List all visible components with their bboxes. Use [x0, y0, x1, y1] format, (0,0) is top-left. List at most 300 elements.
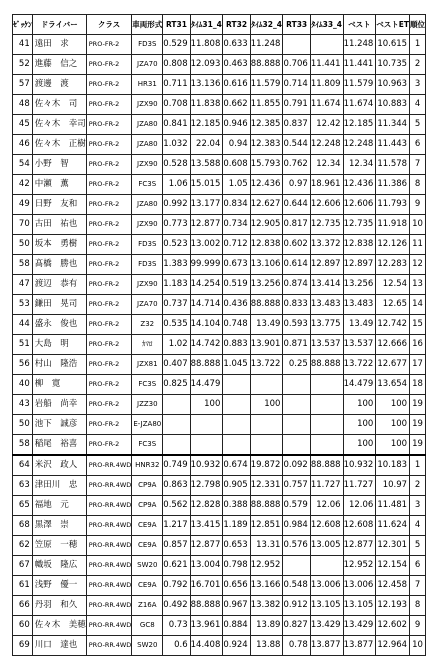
cell-t32: 12.331 — [250, 476, 283, 496]
cell-no: 60 — [13, 616, 33, 636]
cell-car: SW20 — [132, 636, 163, 656]
cell-rt31: 0.711 — [163, 75, 190, 95]
cell-no: 61 — [13, 576, 33, 596]
cell-car: ｶﾏﾛ — [132, 335, 163, 355]
cell-rank: 3 — [410, 496, 426, 516]
cell-rt31: 0.808 — [163, 55, 190, 75]
cell-bet: 12.964 — [376, 636, 410, 656]
cell-rt31: 0.407 — [163, 355, 190, 375]
cell-no: 51 — [13, 335, 33, 355]
cell-no: 57 — [13, 75, 33, 95]
cell-no: 54 — [13, 155, 33, 175]
cell-t33 — [310, 435, 343, 456]
cell-rt32: 0.656 — [223, 576, 250, 596]
cell-t31: 13.004 — [190, 556, 223, 576]
cell-car: JZA80 — [132, 195, 163, 215]
cell-t32: 13.901 — [250, 335, 283, 355]
cell-rt32: 1.189 — [223, 516, 250, 536]
cell-car: Z32 — [132, 315, 163, 335]
table-row — [13, 455, 426, 476]
cell-t33 — [310, 395, 343, 415]
cell-t33: 18.961 — [310, 175, 343, 195]
cell-rt33 — [283, 415, 310, 435]
cell-t31: 12.798 — [190, 476, 223, 496]
cell-bet: 10.97 — [376, 476, 410, 496]
cell-rt33: 0.984 — [283, 516, 310, 536]
cell-rt31: 0.825 — [163, 375, 190, 395]
column-header: ドライバー — [32, 15, 86, 35]
cell-rt32: 0.967 — [223, 596, 250, 616]
cell-cls: PRO-FR-2 — [86, 75, 132, 95]
cell-car: HNR32 — [132, 455, 163, 476]
cell-cls: PRO-RR.4WD — [86, 596, 132, 616]
cell-rt31: 1.032 — [163, 135, 190, 155]
cell-rt31: 0.773 — [163, 215, 190, 235]
cell-rank: 6 — [410, 135, 426, 155]
cell-rt32: 0.94 — [223, 135, 250, 155]
cell-bet: 12.193 — [376, 596, 410, 616]
cell-rt32: 0.798 — [223, 556, 250, 576]
table-row — [13, 556, 426, 576]
cell-rank: 18 — [410, 375, 426, 395]
cell-bet: 10.883 — [376, 95, 410, 115]
cell-car: JZX90 — [132, 275, 163, 295]
cell-rt33: 0.714 — [283, 75, 310, 95]
cell-rt31 — [163, 435, 190, 456]
cell-rank: 10 — [410, 636, 426, 656]
cell-driver: 幟坂 隆広 — [32, 556, 86, 576]
cell-no: 53 — [13, 295, 33, 315]
cell-rt31: 0.528 — [163, 155, 190, 175]
table-row — [13, 616, 426, 636]
cell-t31: 14.104 — [190, 315, 223, 335]
cell-t32: 88.888 — [250, 295, 283, 315]
cell-t33 — [310, 556, 343, 576]
cell-best: 12.436 — [343, 175, 376, 195]
table-row — [13, 55, 426, 75]
cell-rt32: 0.388 — [223, 496, 250, 516]
cell-cls: PRO-RR.4WD — [86, 556, 132, 576]
cell-rt32: 0.608 — [223, 155, 250, 175]
cell-car: JZX90 — [132, 95, 163, 115]
cell-driver: 小野 智 — [32, 155, 86, 175]
cell-bet: 11.624 — [376, 516, 410, 536]
cell-best: 100 — [343, 395, 376, 415]
cell-t32: 100 — [250, 395, 283, 415]
cell-t31: 11.838 — [190, 95, 223, 115]
cell-no: 66 — [13, 596, 33, 616]
cell-cls: PRO-RR.4WD — [86, 455, 132, 476]
cell-rank: 9 — [410, 195, 426, 215]
cell-car: HR31 — [132, 75, 163, 95]
cell-rt33: 0.544 — [283, 135, 310, 155]
cell-cls: PRO-FR-2 — [86, 375, 132, 395]
cell-car: CE9A — [132, 576, 163, 596]
cell-car: CE9A — [132, 516, 163, 536]
cell-bet: 12.283 — [376, 255, 410, 275]
cell-driver: 佐々木 美穂 — [32, 616, 86, 636]
cell-cls: PRO-FR-2 — [86, 55, 132, 75]
cell-rt32: 0.463 — [223, 55, 250, 75]
cell-cls: PRO-RR.4WD — [86, 516, 132, 536]
cell-best: 12.06 — [343, 496, 376, 516]
cell-rank: 3 — [410, 75, 426, 95]
cell-t32: 15.793 — [250, 155, 283, 175]
cell-no: 62 — [13, 536, 33, 556]
cell-bet: 11.793 — [376, 195, 410, 215]
cell-car: FC3S — [132, 175, 163, 195]
column-header: ベスト — [343, 15, 376, 35]
cell-best: 12.34 — [343, 155, 376, 175]
cell-rt32: 0.616 — [223, 75, 250, 95]
cell-rt33: 0.827 — [283, 616, 310, 636]
column-header: RT31 — [163, 15, 190, 35]
cell-no: 67 — [13, 556, 33, 576]
cell-rt32 — [223, 395, 250, 415]
cell-rt33: 0.092 — [283, 455, 310, 476]
cell-driver: 佐々木 幸司 — [32, 115, 86, 135]
cell-t32: 13.88 — [250, 636, 283, 656]
cell-rt31: 0.737 — [163, 295, 190, 315]
cell-no: 58 — [13, 255, 33, 275]
cell-best: 13.537 — [343, 335, 376, 355]
cell-no: 68 — [13, 516, 33, 536]
cell-rt32: 0.633 — [223, 35, 250, 55]
cell-rank: 5 — [410, 115, 426, 135]
cell-no: 64 — [13, 455, 33, 476]
table-row — [13, 536, 426, 556]
cell-t31: 13.002 — [190, 235, 223, 255]
cell-rank: 9 — [410, 616, 426, 636]
cell-no: 52 — [13, 55, 33, 75]
cell-car: JZX90 — [132, 155, 163, 175]
cell-driver: 渡辺 恭有 — [32, 275, 86, 295]
table-row — [13, 335, 426, 355]
cell-cls: PRO-FR-2 — [86, 255, 132, 275]
cell-t32: 13.256 — [250, 275, 283, 295]
cell-rt32: 0.519 — [223, 275, 250, 295]
cell-rt32: 0.884 — [223, 616, 250, 636]
cell-best: 100 — [343, 415, 376, 435]
cell-rank: 11 — [410, 235, 426, 255]
cell-no: 50 — [13, 415, 33, 435]
cell-driver: 津田川 忠 — [32, 476, 86, 496]
cell-driver: 中瀬 薫 — [32, 175, 86, 195]
cell-rt33: 0.548 — [283, 576, 310, 596]
cell-driver: 佐々木 正樹 — [32, 135, 86, 155]
cell-car: JZX90 — [132, 215, 163, 235]
column-header: 車両形式 — [132, 15, 163, 35]
cell-rank: 14 — [410, 295, 426, 315]
table-row — [13, 355, 426, 375]
cell-t33: 88.888 — [310, 455, 343, 476]
cell-best: 12.838 — [343, 235, 376, 255]
cell-rank: 6 — [410, 556, 426, 576]
cell-t33 — [310, 375, 343, 395]
cell-t32: 88.888 — [250, 496, 283, 516]
cell-t33 — [310, 35, 343, 55]
cell-rt31: 0.992 — [163, 195, 190, 215]
cell-t31: 14.479 — [190, 375, 223, 395]
cell-t33: 12.06 — [310, 496, 343, 516]
cell-no: 58 — [13, 435, 33, 456]
cell-best: 12.735 — [343, 215, 376, 235]
cell-cls: PRO-RR.4WD — [86, 536, 132, 556]
cell-t31: 14.742 — [190, 335, 223, 355]
cell-rt33: 0.579 — [283, 496, 310, 516]
cell-car: FD3S — [132, 235, 163, 255]
column-header: RT32 — [223, 15, 250, 35]
cell-cls: PRO-FR-2 — [86, 335, 132, 355]
cell-t33: 12.897 — [310, 255, 343, 275]
cell-rank: 19 — [410, 395, 426, 415]
cell-t32: 12.385 — [250, 115, 283, 135]
table-row — [13, 195, 426, 215]
cell-t32: 88.888 — [250, 55, 283, 75]
cell-no: 63 — [13, 476, 33, 496]
header-row — [13, 15, 426, 35]
cell-rt32: 0.673 — [223, 255, 250, 275]
cell-rank: 12 — [410, 255, 426, 275]
cell-rank: 13 — [410, 275, 426, 295]
cell-rt31: 0.523 — [163, 235, 190, 255]
cell-t33: 11.809 — [310, 75, 343, 95]
cell-no: 46 — [13, 135, 33, 155]
column-header: ﾀｲﾑ32_4 — [250, 15, 283, 35]
cell-t33: 12.34 — [310, 155, 343, 175]
cell-rt32: 0.436 — [223, 295, 250, 315]
cell-rt33: 0.25 — [283, 355, 310, 375]
column-header: クラス — [86, 15, 132, 35]
cell-rt31: 0.6 — [163, 636, 190, 656]
table-row — [13, 476, 426, 496]
cell-t33: 13.483 — [310, 295, 343, 315]
cell-t31: 12.877 — [190, 536, 223, 556]
table-row — [13, 255, 426, 275]
results-table — [12, 14, 426, 656]
table-row — [13, 35, 426, 55]
cell-best: 13.105 — [343, 596, 376, 616]
column-header: ﾀｲﾑ31_4 — [190, 15, 223, 35]
cell-cls: PRO-RR.4WD — [86, 496, 132, 516]
cell-rt31: 0.562 — [163, 496, 190, 516]
cell-no: 43 — [13, 395, 33, 415]
cell-no: 44 — [13, 315, 33, 335]
table-row — [13, 115, 426, 135]
cell-rt31 — [163, 415, 190, 435]
cell-t32: 12.952 — [250, 556, 283, 576]
cell-cls: PRO-FR-2 — [86, 35, 132, 55]
cell-best: 13.256 — [343, 275, 376, 295]
cell-best: 13.483 — [343, 295, 376, 315]
cell-bet: 100 — [376, 415, 410, 435]
cell-t32: 13.722 — [250, 355, 283, 375]
table-row — [13, 636, 426, 656]
cell-rank: 17 — [410, 355, 426, 375]
cell-cls: PRO-RR.4WD — [86, 576, 132, 596]
cell-rt32: 0.748 — [223, 315, 250, 335]
cell-rt31: 1.02 — [163, 335, 190, 355]
cell-driver: 浅野 優一 — [32, 576, 86, 596]
cell-t31: 12.185 — [190, 115, 223, 135]
cell-rt31: 0.792 — [163, 576, 190, 596]
cell-no: 69 — [13, 636, 33, 656]
cell-best: 12.608 — [343, 516, 376, 536]
cell-t31: 15.015 — [190, 175, 223, 195]
cell-car: FD3S — [132, 35, 163, 55]
cell-t33: 13.006 — [310, 576, 343, 596]
cell-rt33: 0.576 — [283, 536, 310, 556]
cell-best: 12.606 — [343, 195, 376, 215]
table-row — [13, 375, 426, 395]
table-row — [13, 576, 426, 596]
cell-t33: 13.372 — [310, 235, 343, 255]
cell-t32: 13.31 — [250, 536, 283, 556]
cell-t33: 12.248 — [310, 135, 343, 155]
cell-best: 13.877 — [343, 636, 376, 656]
cell-rt33 — [283, 35, 310, 55]
cell-bet: 11.481 — [376, 496, 410, 516]
cell-best: 12.877 — [343, 536, 376, 556]
cell-driver: 池下 誠彦 — [32, 415, 86, 435]
cell-best: 12.248 — [343, 135, 376, 155]
cell-t33: 13.537 — [310, 335, 343, 355]
cell-t31: 14.254 — [190, 275, 223, 295]
cell-t32: 13.89 — [250, 616, 283, 636]
cell-best: 11.674 — [343, 95, 376, 115]
cell-car: JZZ30 — [132, 395, 163, 415]
column-header: ベストET — [376, 15, 410, 35]
cell-car: JZA70 — [132, 55, 163, 75]
cell-bet: 10.735 — [376, 55, 410, 75]
cell-t33: 12.42 — [310, 115, 343, 135]
cell-bet: 12.666 — [376, 335, 410, 355]
cell-cls: PRO-RR.4WD — [86, 636, 132, 656]
cell-no: 40 — [13, 375, 33, 395]
cell-best: 10.932 — [343, 455, 376, 476]
cell-driver: 丹羽 和久 — [32, 596, 86, 616]
cell-driver: 鎌田 晃司 — [32, 295, 86, 315]
cell-driver: 福地 元 — [32, 496, 86, 516]
cell-t32: 13.382 — [250, 596, 283, 616]
cell-rt32: 0.653 — [223, 536, 250, 556]
cell-cls: PRO-RR.4WD — [86, 616, 132, 636]
cell-t31 — [190, 415, 223, 435]
cell-cls: PRO-FR-2 — [86, 95, 132, 115]
cell-cls: PRO-FR-2 — [86, 175, 132, 195]
cell-rt33: 0.706 — [283, 55, 310, 75]
cell-rt32: 0.924 — [223, 636, 250, 656]
cell-rt33: 0.614 — [283, 255, 310, 275]
cell-car: CE9A — [132, 536, 163, 556]
cell-bet: 12.154 — [376, 556, 410, 576]
cell-no: 70 — [13, 215, 33, 235]
cell-cls: PRO-FR-2 — [86, 315, 132, 335]
cell-t33: 11.674 — [310, 95, 343, 115]
table-row — [13, 435, 426, 456]
cell-no: 45 — [13, 115, 33, 135]
cell-rt31: 0.73 — [163, 616, 190, 636]
cell-rt33: 0.874 — [283, 275, 310, 295]
cell-cls: PRO-FR-2 — [86, 135, 132, 155]
cell-car: SW20 — [132, 556, 163, 576]
cell-no: 47 — [13, 275, 33, 295]
cell-driver: 笠原 一穂 — [32, 536, 86, 556]
cell-rt33: 0.78 — [283, 636, 310, 656]
cell-t33: 13.414 — [310, 275, 343, 295]
cell-bet: 12.65 — [376, 295, 410, 315]
cell-t31: 22.04 — [190, 135, 223, 155]
cell-best: 12.952 — [343, 556, 376, 576]
cell-rt33: 0.817 — [283, 215, 310, 235]
cell-rt32: 0.674 — [223, 455, 250, 476]
cell-rt31 — [163, 395, 190, 415]
cell-t31: 14.408 — [190, 636, 223, 656]
cell-car: CP9A — [132, 476, 163, 496]
cell-t31: 11.808 — [190, 35, 223, 55]
cell-t33: 12.606 — [310, 195, 343, 215]
cell-cls: PRO-FR-2 — [86, 215, 132, 235]
cell-driver: 黒澤 崇 — [32, 516, 86, 536]
cell-t33 — [310, 415, 343, 435]
cell-rt31: 0.492 — [163, 596, 190, 616]
cell-best: 11.248 — [343, 35, 376, 55]
table-body — [13, 35, 426, 656]
cell-driver: 日野 友和 — [32, 195, 86, 215]
cell-rt33: 0.791 — [283, 95, 310, 115]
cell-rt33 — [283, 395, 310, 415]
cell-rt32: 1.05 — [223, 175, 250, 195]
cell-no: 48 — [13, 95, 33, 115]
cell-cls: PRO-FR-2 — [86, 415, 132, 435]
cell-best: 12.897 — [343, 255, 376, 275]
cell-rt31: 1.383 — [163, 255, 190, 275]
cell-rt31: 0.621 — [163, 556, 190, 576]
cell-bet: 100 — [376, 395, 410, 415]
cell-car: FC3S — [132, 435, 163, 456]
table-row — [13, 395, 426, 415]
cell-rt31: 0.535 — [163, 315, 190, 335]
cell-t32 — [250, 375, 283, 395]
cell-car: E-JZA80 — [132, 415, 163, 435]
cell-driver: 遠田 求 — [32, 35, 86, 55]
cell-t33: 12.735 — [310, 215, 343, 235]
cell-best: 11.727 — [343, 476, 376, 496]
cell-t32 — [250, 415, 283, 435]
table-row — [13, 415, 426, 435]
cell-t31: 10.932 — [190, 455, 223, 476]
cell-t31: 13.588 — [190, 155, 223, 175]
cell-driver: 柳 寛 — [32, 375, 86, 395]
cell-car: CP9A — [132, 496, 163, 516]
cell-t31: 14.714 — [190, 295, 223, 315]
cell-cls: PRO-FR-2 — [86, 235, 132, 255]
cell-rt31: 1.183 — [163, 275, 190, 295]
table-row — [13, 155, 426, 175]
cell-t33: 12.608 — [310, 516, 343, 536]
cell-t33: 13.429 — [310, 616, 343, 636]
cell-rt32: 0.946 — [223, 115, 250, 135]
column-header: ｾﾞｯｹﾝ — [13, 15, 33, 35]
cell-cls: PRO-FR-2 — [86, 155, 132, 175]
cell-rank: 2 — [410, 55, 426, 75]
table-row — [13, 596, 426, 616]
cell-rank: 7 — [410, 155, 426, 175]
cell-driver: 坂本 勇樹 — [32, 235, 86, 255]
cell-driver: 髙橋 勝也 — [32, 255, 86, 275]
cell-t31 — [190, 435, 223, 456]
cell-cls: PRO-FR-2 — [86, 115, 132, 135]
